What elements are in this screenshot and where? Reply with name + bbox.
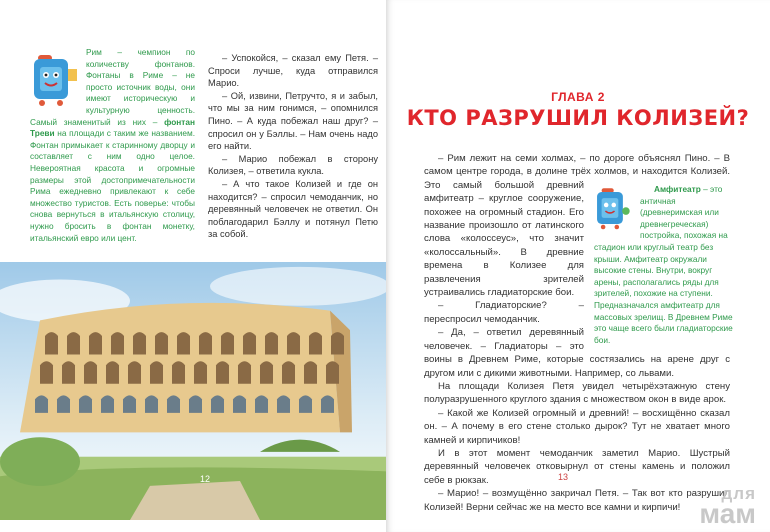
sidebar-bold-term: Амфитеатр <box>654 184 701 194</box>
arch <box>194 361 207 383</box>
left-body-text <box>208 52 378 241</box>
arch <box>128 361 141 383</box>
paragraph: – Да, – ответил деревянный человечек. – Гладиаторы – это воины в Древнем Риме, которые состязались на арене друг с другом или с дикими животными. Например, со львами. <box>424 327 730 379</box>
arch <box>35 395 48 413</box>
arch <box>331 332 344 354</box>
arch <box>326 361 339 383</box>
arch <box>145 395 158 413</box>
arch <box>177 332 190 354</box>
sidebar-text: на площади с таким же названием. Фонтан примыкает к старинному дворцу и составляет с ним одно целое. Невероятная красота и огромные размеры этой достопримечательности Рима ежедневно привлекают к себе множество туристов. Есть поверье: чтобы снова вернуться в итальянскую столицу, нужно бросить в фонтан монетку, итальянский евро или цент. <box>30 128 195 243</box>
arch <box>172 361 185 383</box>
paragraph: И в этот момент чемоданчик заметил Марио. Шустрый деревянный человечек отковырнул от стены камень и положил себе в рюкзак. <box>424 447 730 486</box>
page-number: 12 <box>200 474 211 484</box>
arch <box>221 332 234 354</box>
arch <box>309 332 322 354</box>
arch <box>84 361 97 383</box>
arch <box>106 361 119 383</box>
arch <box>79 395 92 413</box>
sidebar-text: Рим – чемпион по количеству фонтанов. Фонтаны в Риме – не просто источник воды, они имеют историческую и культурную ценность. Самый знаменитый из них – <box>30 47 195 127</box>
page-number: 13 <box>558 472 569 482</box>
arch <box>67 332 80 354</box>
arch <box>123 395 136 413</box>
paragraph: – Ой, извини, Петручто, я и забыл, что мы за ним гонимся, – опомнился Пино. – А куда побежал наш друг? – спросил он у Бэллы. – Нам очень надо его найти. <box>208 90 378 152</box>
arch <box>40 361 53 383</box>
amphitheatre-sidebar <box>594 184 734 346</box>
arch <box>265 332 278 354</box>
chapter-label: ГЛАВА 2 <box>551 90 605 104</box>
arch <box>233 395 246 413</box>
arch <box>243 332 256 354</box>
arch <box>304 361 317 383</box>
arch <box>155 332 168 354</box>
chapter-title: КТО РАЗРУШИЛ КОЛИЗЕЙ? <box>406 106 750 130</box>
arch <box>133 332 146 354</box>
paragraph: – Успокойся, – сказал ему Петя. – Спроси лучше, куда отправился Марио. <box>208 53 378 89</box>
paragraph: – А что такое Колизей и где он находится? – спросил чемоданчик, но деревянный человечек не ответил. Он поблагодарил Бэллу и потянул Петю за собой. <box>208 178 378 240</box>
right-body-text <box>424 152 733 514</box>
arch <box>238 361 251 383</box>
arch <box>255 395 268 413</box>
suitcase-character-icon <box>30 47 80 107</box>
paragraph: – Гладиаторские? – переспросил чемоданчик. <box>424 300 584 325</box>
arch <box>199 332 212 354</box>
arch <box>57 395 70 413</box>
arch <box>150 361 163 383</box>
arch <box>282 361 295 383</box>
paragraph: – Какой же Колизей огромный и древний! – восхищённо сказал он. – А почему в его стене столько дырок? Тут не хватает много камней и кирпичиков! <box>424 407 730 446</box>
paragraph: – Марио побежал в сторону Колизея, – ответила кукла. <box>208 153 378 177</box>
watermark-logo <box>699 483 756 529</box>
arch <box>277 395 290 413</box>
sidebar-bold-term: фонтан Треви <box>30 116 195 139</box>
arch <box>111 332 124 354</box>
fountain-sidebar <box>30 47 195 244</box>
watermark-line: мам <box>699 497 756 529</box>
suitcase-character-icon <box>594 184 632 232</box>
arch <box>189 395 202 413</box>
paragraph: – Рим лежит на семи холмах, – по дороге объяснял Пино. – В самом центре города, в долине трёх холмов, и находится Колизей. Это самый большой древний амфитеатр – круглое сооружение, похожее на огромный стадион. Его название произошло от латинского слова «колоссеус», что значит «колоссальный». В древние времена в Колизее для развлечения зрителей устраивались гладиаторские бои. <box>424 153 730 299</box>
arch <box>101 395 114 413</box>
arch <box>321 395 334 413</box>
colosseum-illustration <box>0 262 386 520</box>
arch <box>167 395 180 413</box>
arch <box>260 361 273 383</box>
right-page <box>386 0 770 532</box>
arch <box>45 332 58 354</box>
arch <box>299 395 312 413</box>
arch <box>287 332 300 354</box>
paragraph: На площади Колизея Петя увидел четырёхэтажную стену полуразрушенного круглого здания с множеством окон в виде арок. <box>424 380 730 406</box>
watermark-line: для <box>721 483 756 503</box>
sidebar-text: – это античная (древнеримская или древнегреческая) постройка, похожая на стадион или круглый театр без крыши. Амфитеатр окружали высокие стены. Внутри, вокруг арены, располагались ряды для зрителей, похожие на ступени. Предназначался амфитеатр для массовых зрелищ. В Древнем Риме это чаще всего были гладиаторские бои. <box>594 184 733 345</box>
arch <box>216 361 229 383</box>
paragraph: – Марио! – возмущённо закричал Петя. – Так вот кто разрушил Колизей! Верни сейчас же на место все камни и кирпичи! <box>424 488 730 513</box>
arch <box>89 332 102 354</box>
arch <box>62 361 75 383</box>
arch <box>211 395 224 413</box>
